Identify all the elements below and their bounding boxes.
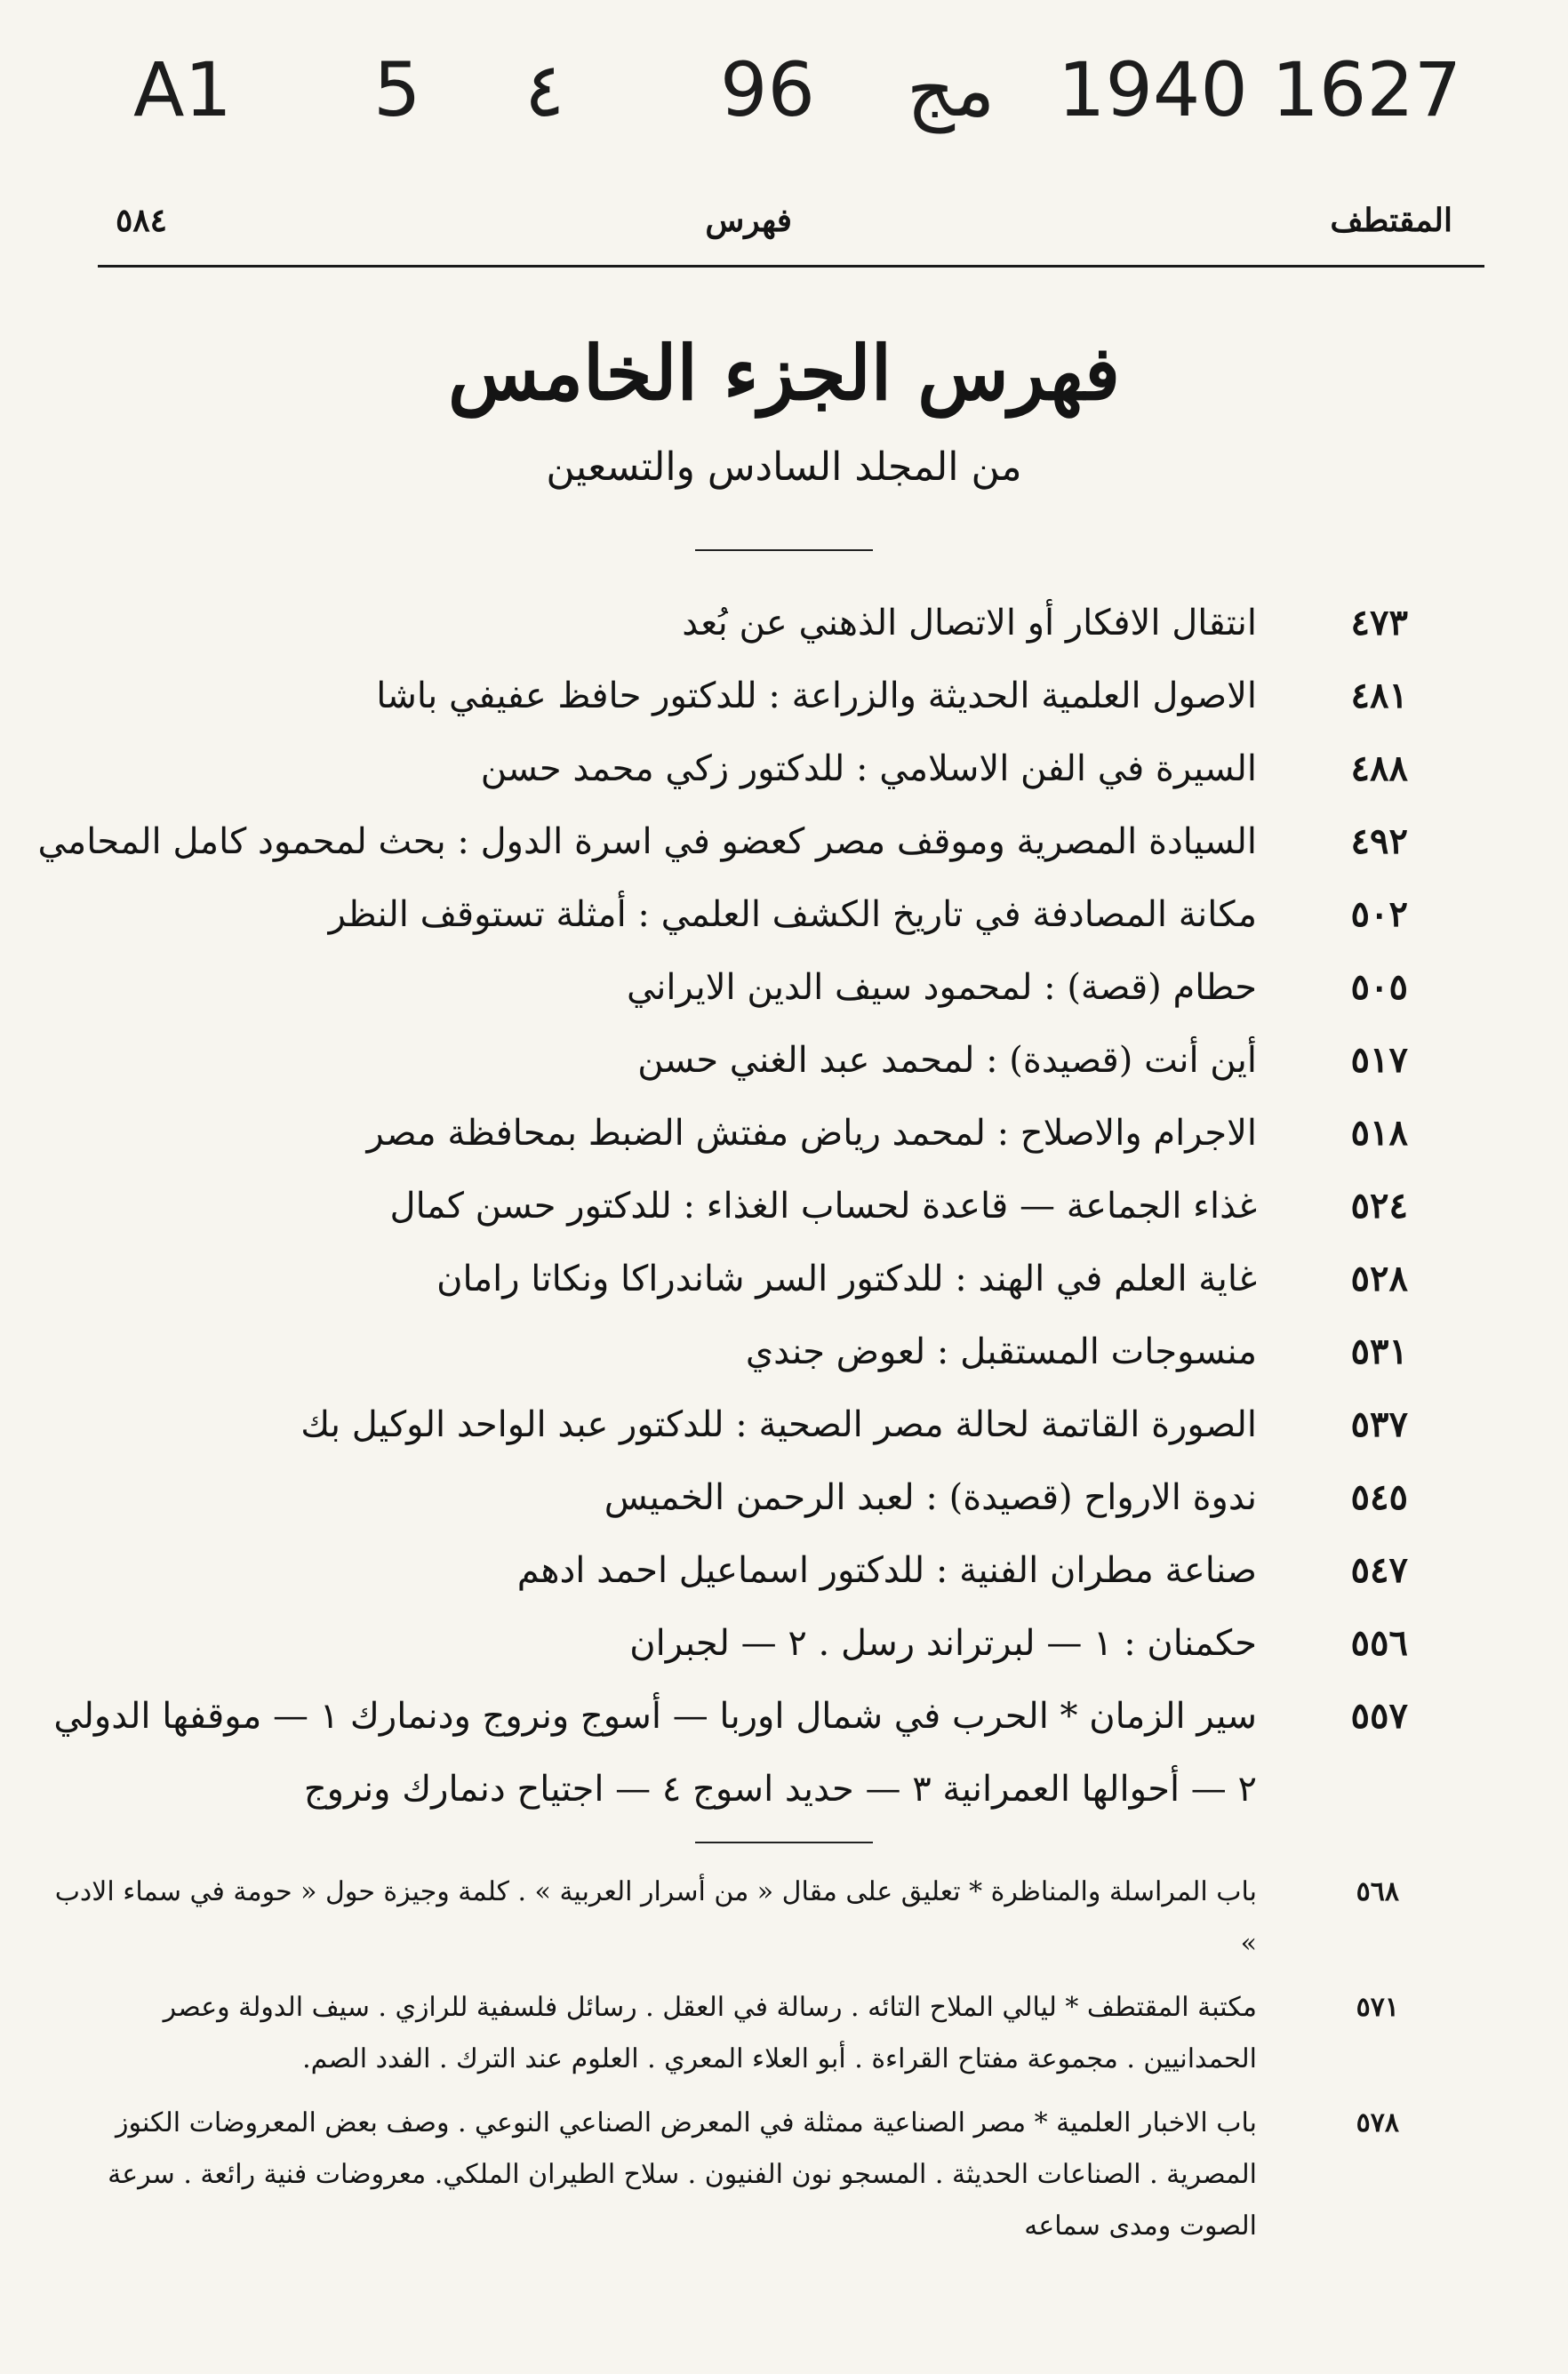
toc-entry [21, 732, 1408, 805]
toc-title: انتقال الافكار أو الاتصال الذهني عن بُعد [682, 603, 1257, 643]
toc-title: حطام (قصة) : لمحمود سيف الدين الايراني [626, 967, 1257, 1008]
toc-title: صناعة مطران الفنية : للدكتور اسماعيل احمد ادهم [516, 1550, 1257, 1591]
toc-page-number: ٤٨٨ [1350, 747, 1408, 789]
running-head-page: ٥٨٤ [116, 202, 168, 239]
handwritten-volume: 5 [373, 46, 421, 133]
toc-entry [21, 1461, 1408, 1534]
handwritten-mark: مج [907, 46, 996, 133]
table-of-contents [21, 587, 1408, 1826]
toc-section-entry [48, 1866, 1399, 1970]
toc-title: ندوة الارواح (قصيدة) : لعبد الرحمن الخميس [604, 1477, 1257, 1518]
toc-page-number: ٥٦٨ [1356, 1876, 1399, 1907]
toc-page-number: ٥٢٤ [1350, 1185, 1408, 1227]
toc-title: باب المراسلة والمناظرة * تعليق على مقال « من أسرار العربية » . كلمة وجيزة حول « حومة في سماء الادب » [54, 1876, 1257, 1959]
toc-entry [21, 1680, 1408, 1826]
toc-entry [21, 805, 1408, 878]
toc-title: السيادة المصرية وموقف مصر كعضو في اسرة الدول : بحث لمحمود كامل المحامي [37, 821, 1257, 862]
handwritten-part: ٤ [524, 46, 565, 133]
toc-title: الصورة القاتمة لحالة مصر الصحية : للدكتور عبد الواحد الوكيل بك [300, 1404, 1257, 1445]
toc-title: مكتبة المقتطف * ليالي الملاح التائه . رسالة في العقل . رسائل فلسفية للرازي . سيف الدولة وعصر الحمدانيين . مجموعة مفتاح القراءة . أبو العلاء المعري . العلوم عند الترك . الفدد الصم. [163, 1992, 1257, 2074]
toc-entry [21, 1607, 1408, 1680]
toc-page-number: ٥٠٥ [1350, 966, 1408, 1008]
toc-title: غذاء الجماعة — قاعدة لحساب الغذاء : للدكتور حسن كمال [389, 1186, 1257, 1227]
toc-entry [21, 1097, 1408, 1170]
toc-title: السيرة في الفن الاسلامي : للدكتور زكي محمد حسن [480, 748, 1257, 789]
toc-page-number: ٤٨١ [1350, 675, 1408, 716]
toc-section-entry [48, 1982, 1399, 2085]
toc-title: مكانة المصادفة في تاريخ الكشف العلمي : أمثلة تستوقف النظر [328, 894, 1257, 935]
toc-page-number: ٥٣١ [1350, 1331, 1408, 1372]
toc-title: حكمنان : ١ — لبرتراند رسل . ٢ — لجبران [629, 1623, 1257, 1664]
toc-title: الاجرام والاصلاح : لمحمد رياض مفتش الضبط بمحافظة مصر [366, 1113, 1257, 1154]
toc-page-number: ٥٣٧ [1350, 1403, 1408, 1445]
handwritten-number: 96 [720, 46, 815, 133]
section-divider [695, 1842, 873, 1843]
toc-page-number: ٤٧٣ [1350, 602, 1408, 643]
toc-title: الاصول العلمية الحديثة والزراعة : للدكتور حافظ عفيفي باشا [376, 675, 1257, 716]
toc-page-number: ٥١٨ [1350, 1112, 1408, 1154]
page-title: فهرس الجزء الخامس [447, 329, 1121, 417]
toc-entry [21, 1534, 1408, 1607]
toc-title: غاية العلم في الهند : للدكتور السر شاندراكا ونكاتا رامان [436, 1259, 1257, 1299]
title-divider [695, 549, 873, 551]
toc-entry [21, 1024, 1408, 1097]
page-subtitle: من المجلد السادس والتسعين [546, 444, 1022, 490]
handwritten-annotation [0, 46, 1568, 162]
toc-entry [21, 878, 1408, 951]
toc-title: سير الزمان * الحرب في شمال اوربا — أسوج ونروج ودنمارك ١ — موقفها الدولي ٢ — أحوالها العمرانية ٣ — حديد اسوج ٤ — اجتياح دنمارك ونروج [53, 1696, 1257, 1810]
toc-entry [21, 1170, 1408, 1243]
toc-title: أين أنت (قصيدة) : لمحمد عبد الغني حسن [637, 1040, 1257, 1081]
toc-title: منسوجات المستقبل : لعوض جندي [745, 1331, 1257, 1372]
toc-entry [21, 951, 1408, 1024]
toc-entry [21, 659, 1408, 732]
toc-page-number: ٥٥٦ [1350, 1622, 1408, 1664]
toc-page-number: ٥٤٧ [1350, 1549, 1408, 1591]
running-head-journal: المقتطف [1330, 202, 1452, 239]
handwritten-code: A1 [133, 46, 232, 133]
running-head [116, 194, 1452, 247]
toc-page-number: ٥٧٨ [1356, 2107, 1399, 2138]
toc-section-entry [48, 2098, 1399, 2252]
running-head-center: فهرس [705, 202, 792, 239]
toc-page-number: ٥٤٥ [1350, 1476, 1408, 1518]
header-rule [98, 265, 1484, 268]
toc-entry [21, 1243, 1408, 1315]
toc-entry [21, 1315, 1408, 1388]
table-of-contents-sections [48, 1866, 1399, 2265]
toc-page-number: ٥٢٨ [1350, 1258, 1408, 1299]
toc-page-number: ٤٩٢ [1350, 820, 1408, 862]
toc-page-number: ٥٧١ [1356, 1992, 1399, 2023]
toc-entry [21, 587, 1408, 659]
toc-entry [21, 1388, 1408, 1461]
toc-page-number: ٥١٧ [1350, 1039, 1408, 1081]
toc-title: باب الاخبار العلمية * مصر الصناعية ممثلة في المعرض الصناعي النوعي . وصف بعض المعروضات الكنوز المصرية . الصناعات الحديثة . المسجو نون الفنيون . سلاح الطيران الملكي. معروضات فنية رائعة . سرعة الصوت ومدى سماعه [108, 2107, 1257, 2242]
toc-page-number: ٥٥٧ [1350, 1695, 1408, 1737]
handwritten-date: 1940 1627 [1058, 46, 1462, 133]
toc-page-number: ٥٠٢ [1350, 893, 1408, 935]
